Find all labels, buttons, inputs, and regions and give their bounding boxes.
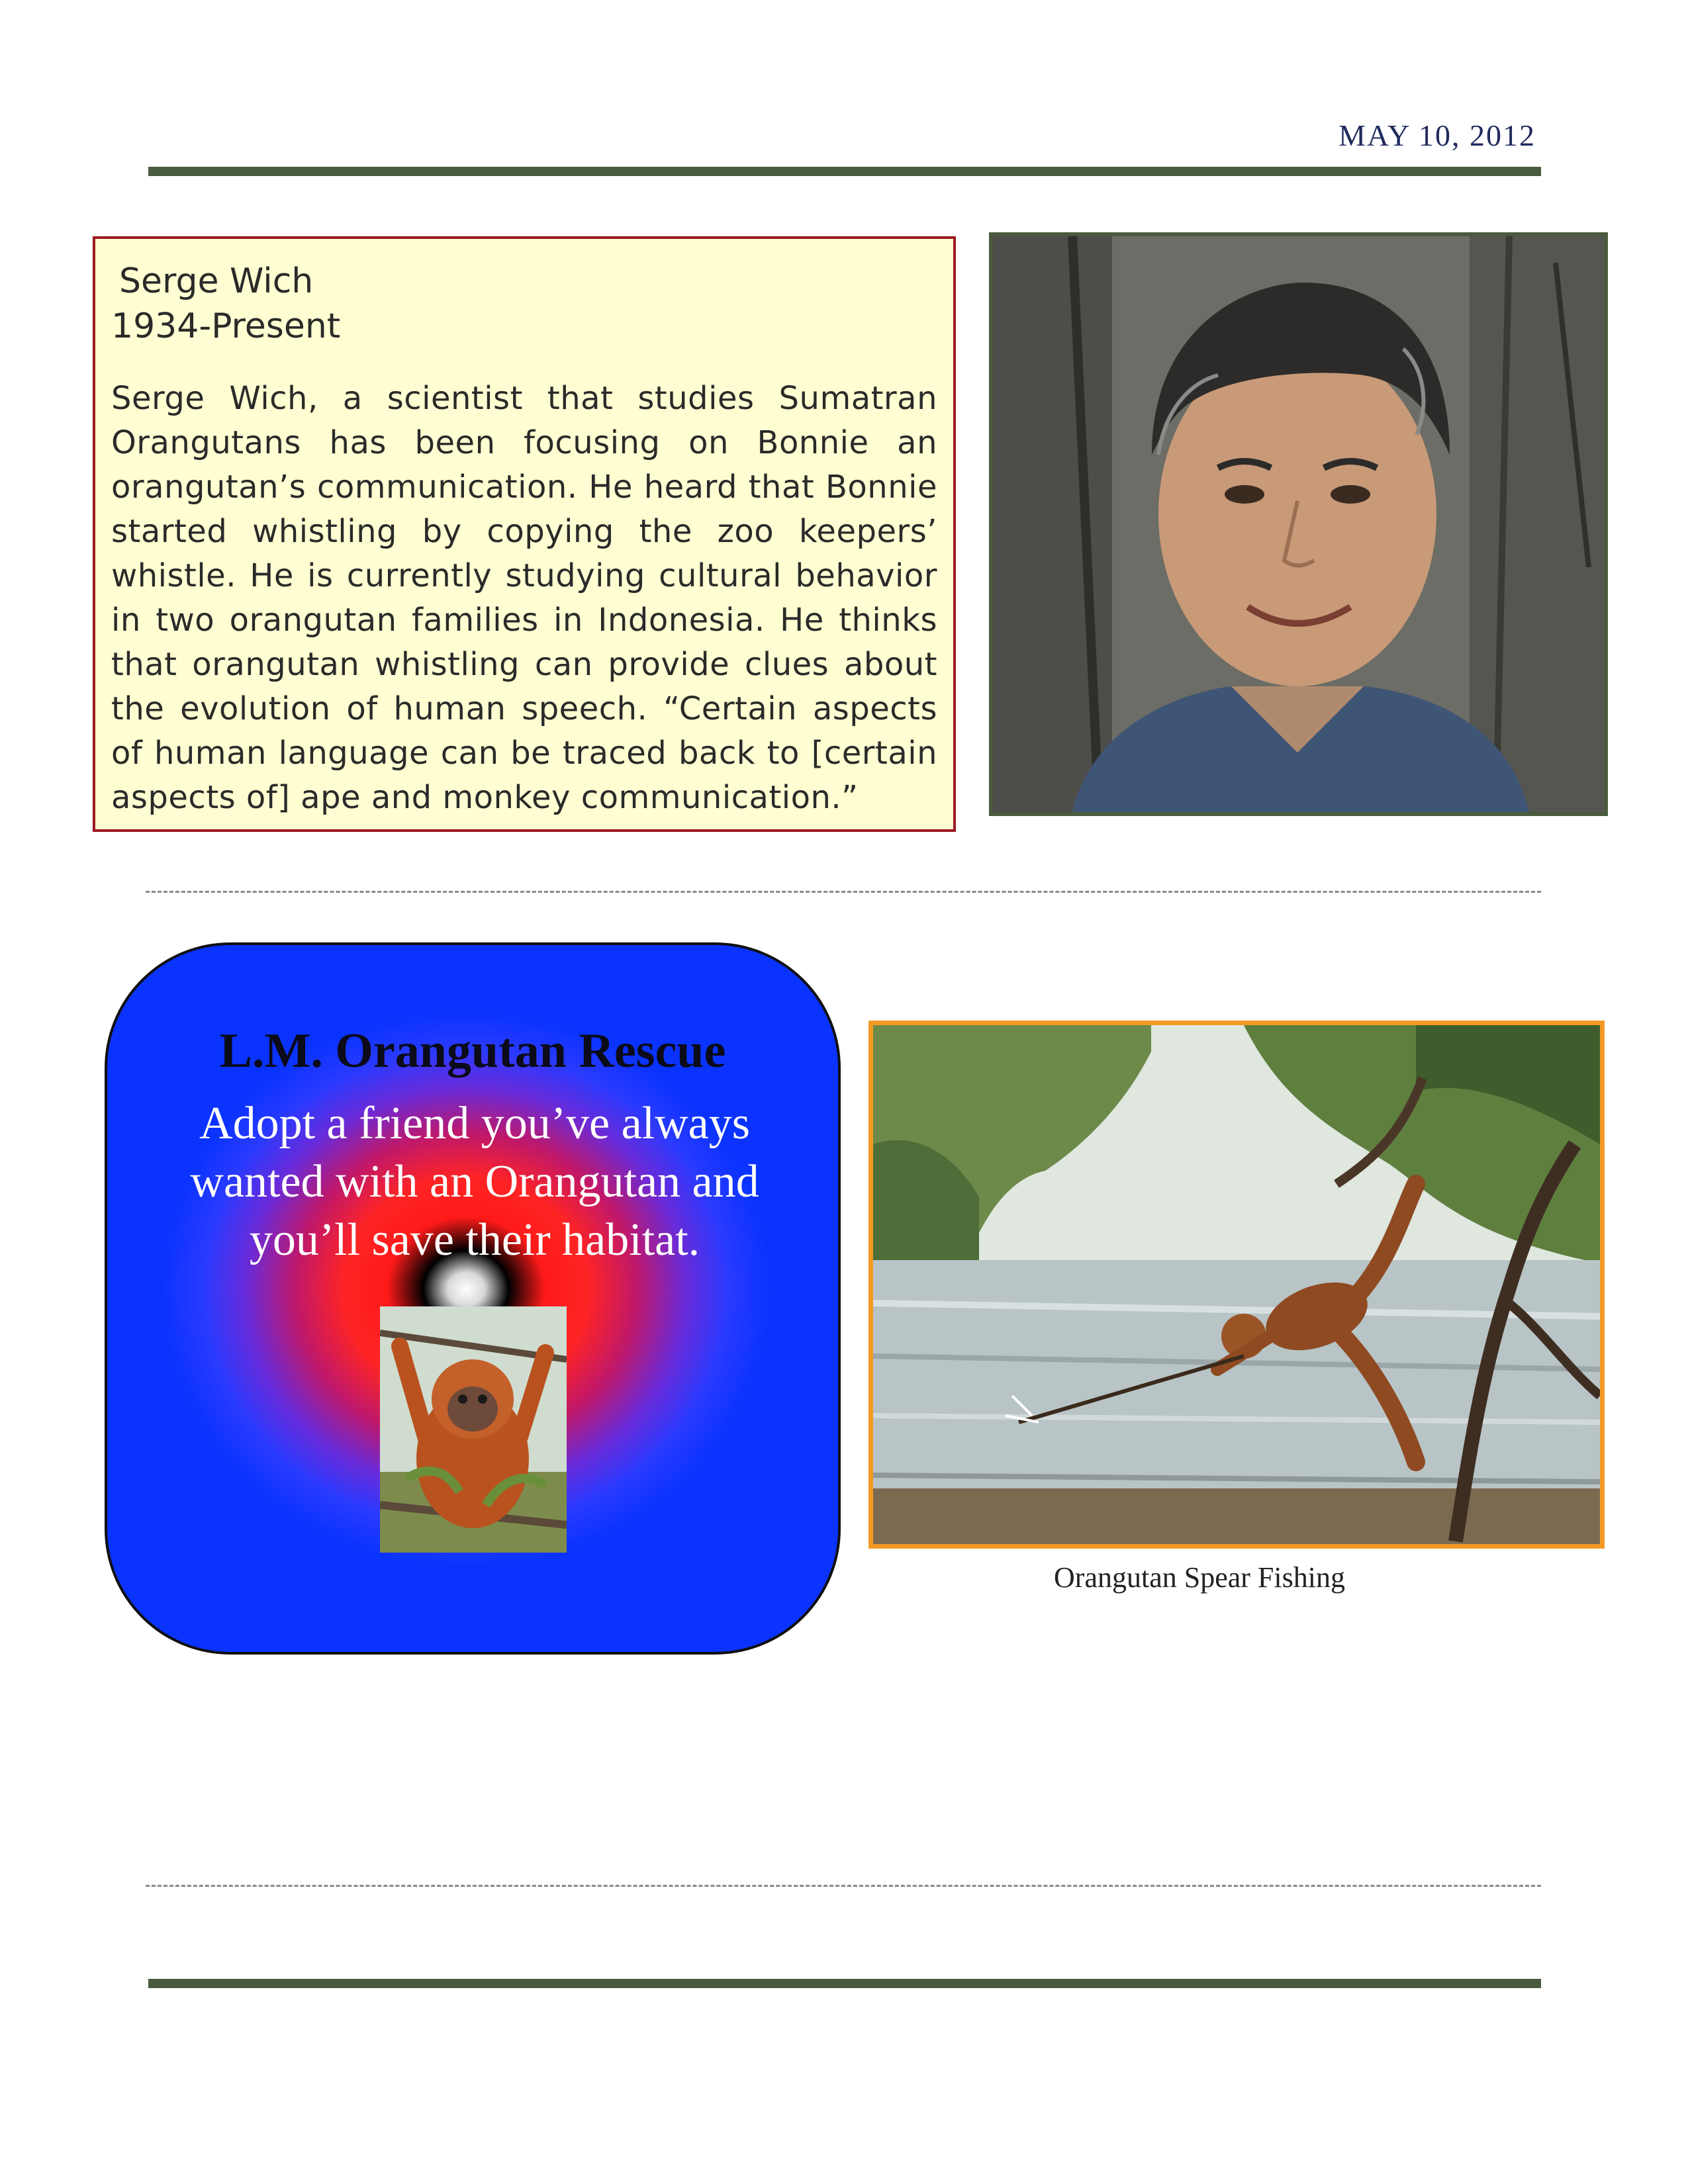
bio-text: Serge Wich, a scientist that studies Sumatran Orangutans has been focusing on Bonnie an orangutan’s communication. He heard that Bonnie started whistling by copying the zoo keepers’ whistle. He is currently studying cultural behavior in two orangutan families in Indonesia. He thinks that orangutan whistling can provide clues about the evolution of human speech. “Certain aspects of human language can be traced back to [certain aspects of] ape and monkey communication.” (111, 380, 937, 816)
portrait-photo (989, 232, 1608, 816)
bio-name: Serge Wich (119, 261, 314, 301)
photo-caption: Orangutan Spear Fishing (1054, 1561, 1345, 1594)
spear-fishing-photo (868, 1021, 1605, 1549)
ad-body: Adopt a friend you’ve always wanted with an Orangutan and you’ll save their habitat. (190, 1098, 759, 1265)
top-divider (148, 167, 1541, 176)
ad-title: L.M. Orangutan Rescue (219, 1024, 726, 1078)
section-divider-2 (146, 1885, 1541, 1887)
issue-date: MAY 10, 2012 (1338, 118, 1536, 152)
bio-years: 1934-Present (111, 306, 341, 346)
bottom-divider (148, 1979, 1541, 1988)
section-divider-1 (146, 891, 1541, 893)
baby-orangutan-photo (380, 1306, 567, 1553)
bio-box (93, 236, 956, 832)
rescue-ad (105, 942, 841, 1655)
